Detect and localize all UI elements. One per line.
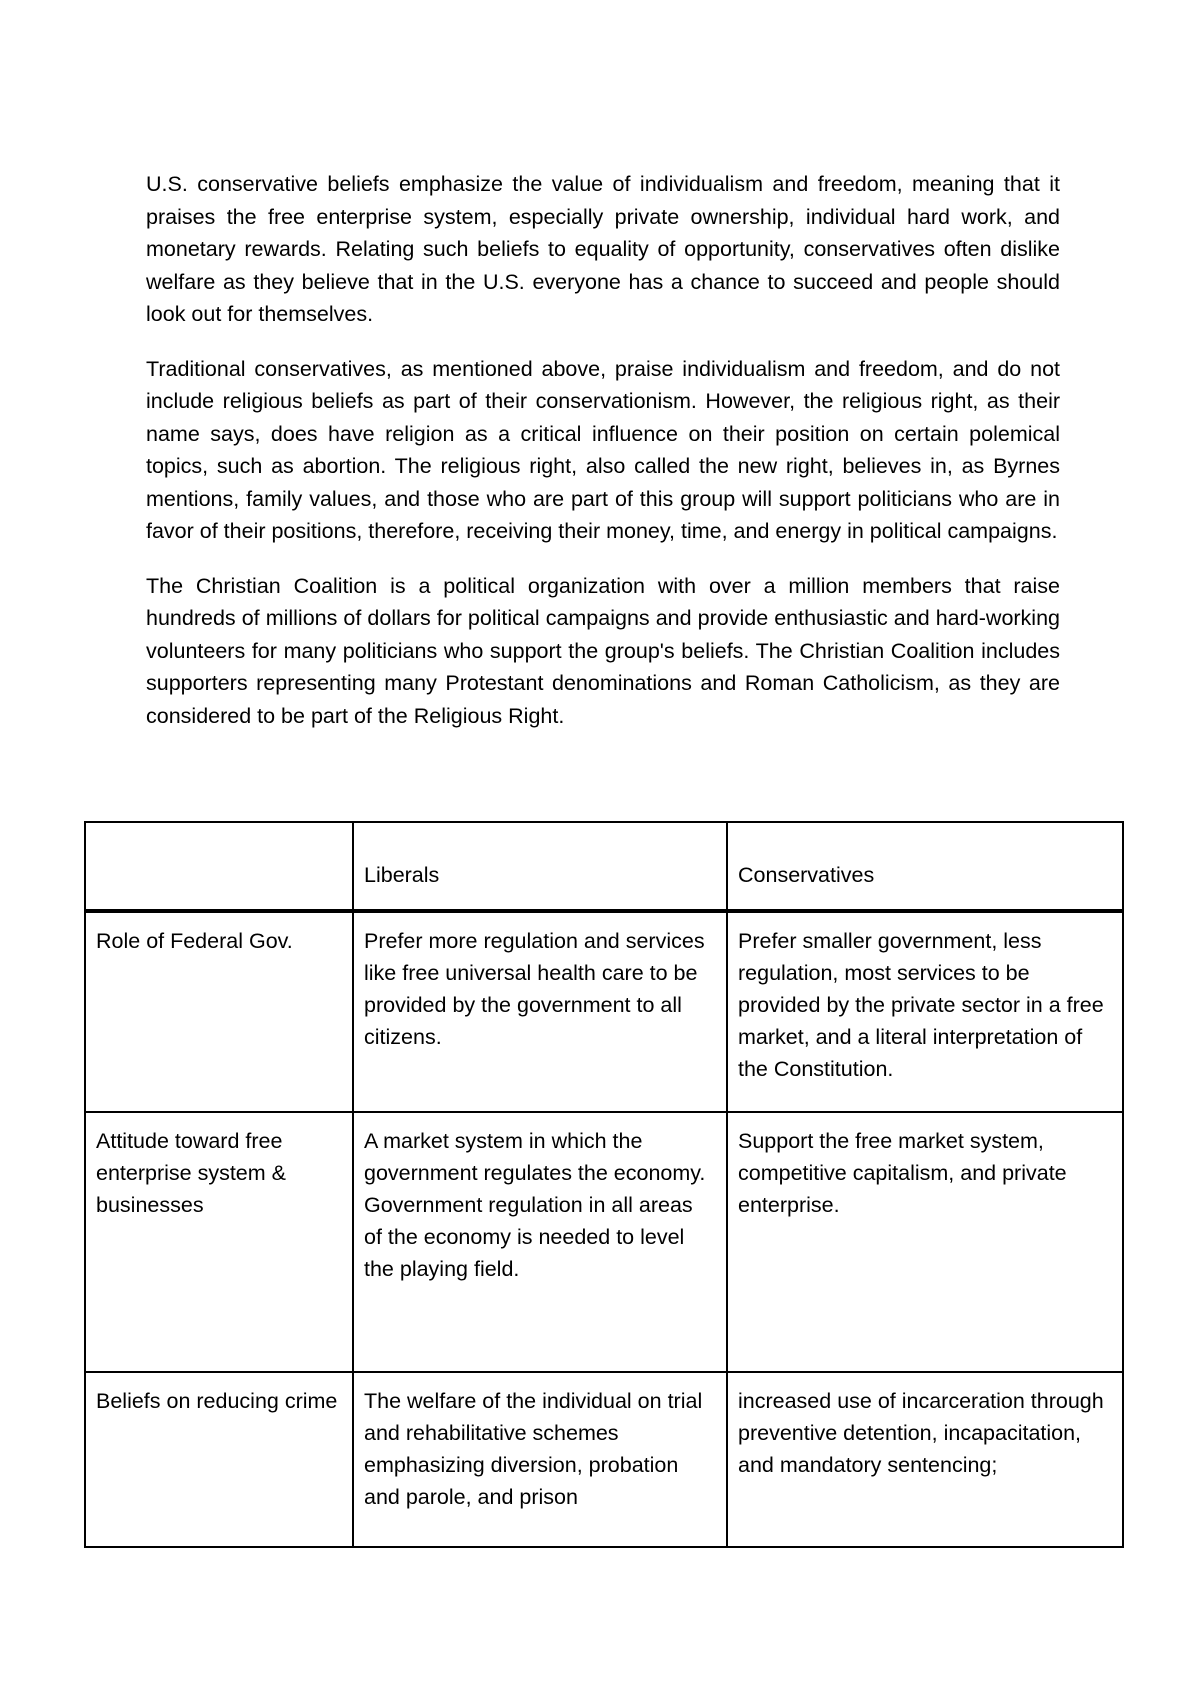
header-cell-blank <box>85 822 353 911</box>
table-row <box>85 1372 1123 1547</box>
liberals-cell: Prefer more regulation and services like free universal health care to be provided by the government to all citizens. <box>353 911 727 1112</box>
conservatives-cell: increased use of incarceration through preventive detention, incapacitation, and mandatory sentencing; <box>727 1372 1123 1547</box>
row-topic-cell: Attitude toward free enterprise system & businesses <box>85 1112 353 1372</box>
table-row <box>85 911 1123 1112</box>
row-topic-cell: Role of Federal Gov. <box>85 911 353 1112</box>
conservatives-cell: Support the free market system, competitive capitalism, and private enterprise. <box>727 1112 1123 1372</box>
paragraph-1: U.S. conservative beliefs emphasize the value of individualism and freedom, meaning that it praises the free enterprise system, especially private ownership, individual hard work, and monetary rewards. Relating such beliefs to equality of opportunity, conservatives often dislike welfare as they believe that in the U.S. everyone has a chance to succeed and people should look out for themselves. <box>146 172 1060 326</box>
essay-body <box>146 168 1060 754</box>
table-header-row <box>85 822 1123 911</box>
conservatives-cell: Prefer smaller government, less regulation, most services to be provided by the private sector in a free market, and a literal interpretation of the Constitution. <box>727 911 1123 1112</box>
liberals-cell: The welfare of the individual on trial and rehabilitative schemes emphasizing diversion, probation and parole, and prison <box>353 1372 727 1547</box>
liberals-cell: A market system in which the government regulates the economy. Government regulation in all areas of the economy is needed to level the playing field. <box>353 1112 727 1372</box>
header-cell-conservatives: Conservatives <box>727 822 1123 911</box>
header-cell-liberals: Liberals <box>353 822 727 911</box>
row-topic-cell: Beliefs on reducing crime <box>85 1372 353 1547</box>
paragraph-3: The Christian Coalition is a political organization with over a million members that raise hundreds of millions of dollars for political campaigns and provide enthusiastic and hard-working volunteers for many politicians who support the group's beliefs. The Christian Coalition includes supporters representing many Protestant denominations and Roman Catholicism, as they are considered to be part of the Religious Right. <box>146 573 1060 728</box>
comparison-table <box>84 821 1124 1548</box>
table-row <box>85 1112 1123 1372</box>
paragraph-2: Traditional conservatives, as mentioned above, praise individualism and freedom, and do not include religious beliefs as part of their conservationism. However, the religious right, as their name says, does have religion as a critical influence on their position on certain polemical topics, such as abortion. The religious right, also called the new right, believes in, as Byrnes mentions, family values, and those who are part of this group will support politicians who are in favor of their positions, therefore, receiving their money, time, and energy in political campaigns. <box>146 356 1060 543</box>
